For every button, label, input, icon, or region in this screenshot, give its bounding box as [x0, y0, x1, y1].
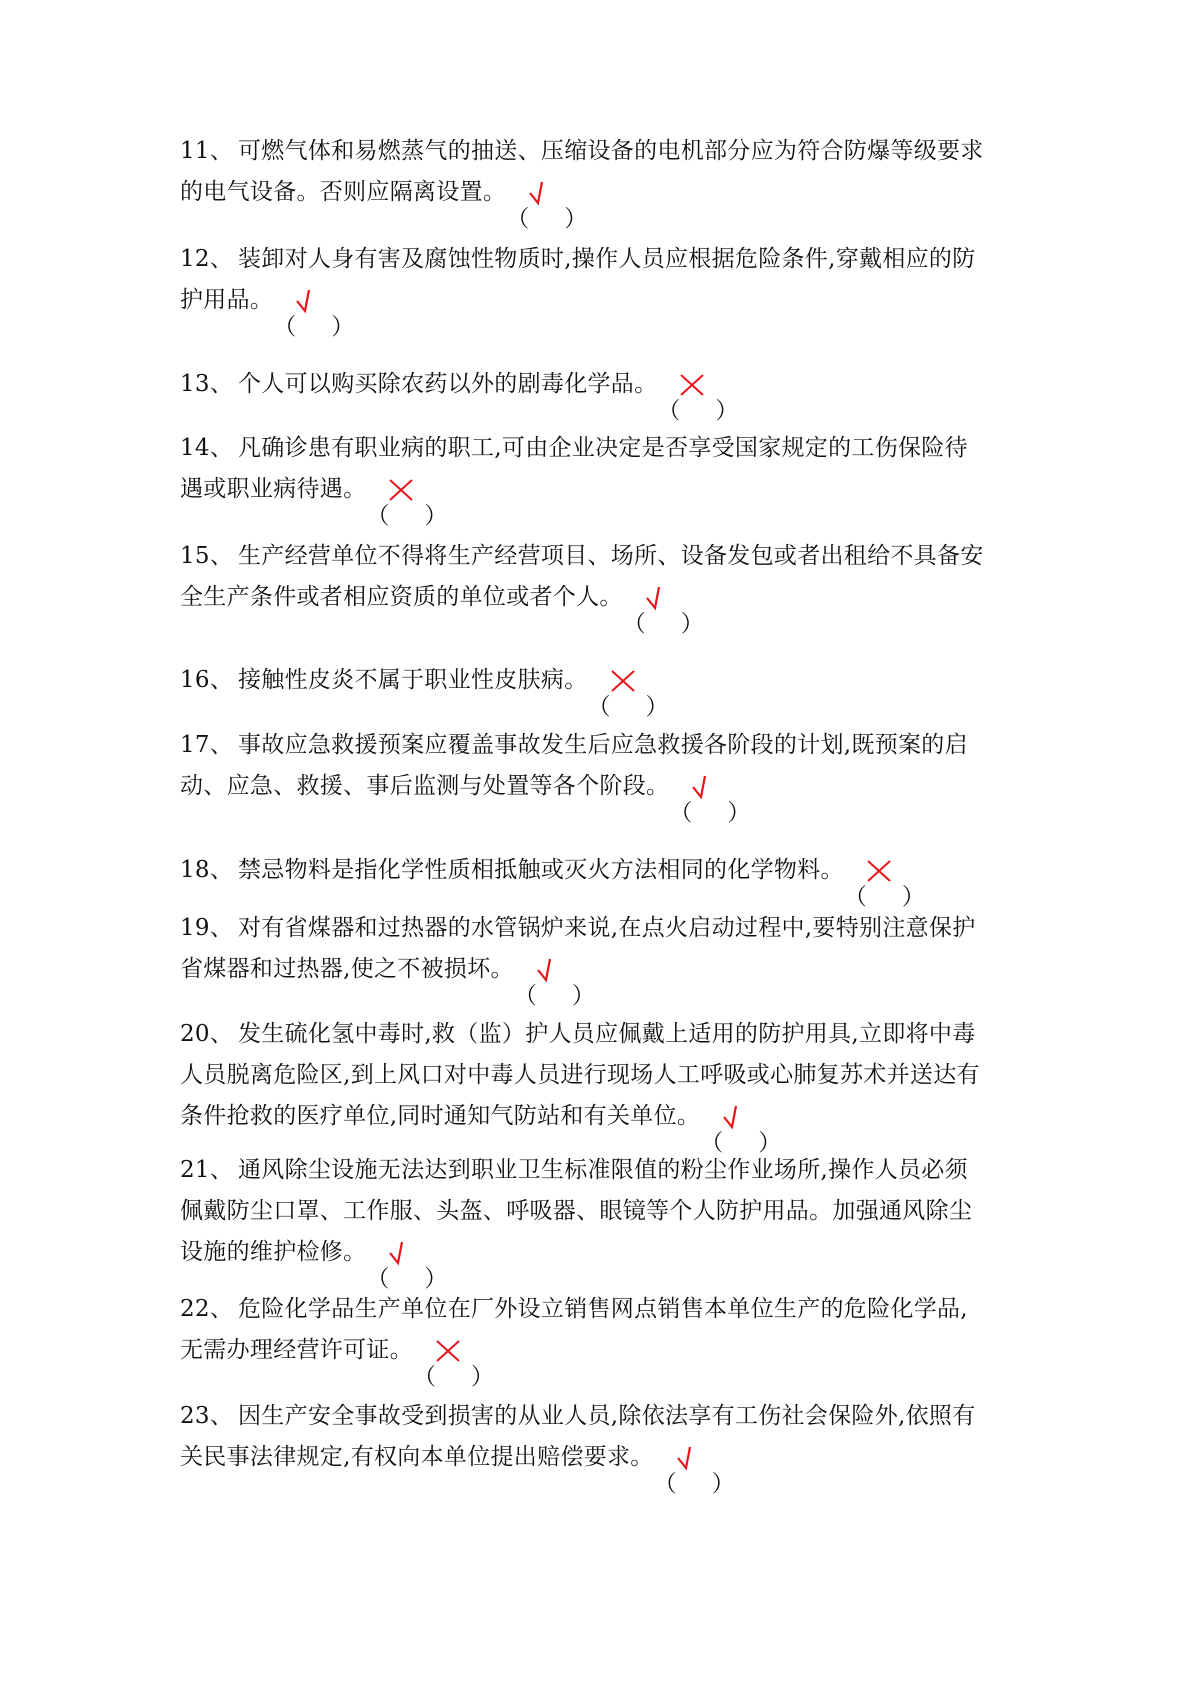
question-text: 生产经营单位不得将生产经营项目、场所、设备发包或者出租给不具备安	[238, 543, 984, 569]
cross-mark-icon	[864, 857, 894, 887]
question-text: 的电气设备。否则应隔离设置。	[180, 179, 507, 205]
question-number: 21、	[180, 1157, 234, 1183]
question-number: 18、	[180, 857, 234, 883]
question-text: 条件抢救的医疗单位,同时通知气防站和有关单位。	[180, 1103, 701, 1129]
question-text: 禁忌物料是指化学性质相抵触或灭火方法相同的化学物料。	[238, 857, 844, 883]
question-text: 接触性皮炎不属于职业性皮肤病。	[238, 667, 588, 693]
question-12: 12、 装卸对人身有害及腐蚀性物质时,操作人员应根据危险条件,穿戴相应的防 护用品。 （ ）	[180, 239, 1020, 321]
question-17: 17、 事故应急救援预案应覆盖事故发生后应急救援各阶段的计划,既预案的启 动、应急、救援、事后监测与处置等各个阶段。 （ ）	[180, 725, 1020, 807]
cross-mark-icon	[386, 476, 416, 506]
question-text: 动、应急、救援、事后监测与处置等各个阶段。	[180, 773, 670, 799]
question-number: 11、	[180, 138, 234, 164]
question-text: 事故应急救援预案应覆盖事故发生后应急救援各阶段的计划,既预案的启	[238, 732, 968, 758]
question-text: 设施的维护检修。	[180, 1239, 367, 1265]
question-11: 11、 可燃气体和易燃蒸气的抽送、压缩设备的电机部分应为符合防爆等级要求 的电气设备。否则应隔离设置。 （ ）	[180, 131, 1020, 213]
question-text: 护用品。	[180, 287, 274, 313]
question-text: 通风除尘设施无法达到职业卫生标准限值的粉尘作业场所,操作人员必须	[238, 1157, 968, 1183]
check-mark-icon	[293, 287, 323, 317]
check-mark-icon	[526, 179, 556, 209]
question-text: 对有省煤器和过热器的水管锅炉来说,在点火启动过程中,要特别注意保护	[238, 915, 976, 941]
question-text: 无需办理经营许可证。	[180, 1337, 413, 1363]
question-number: 17、	[180, 732, 234, 758]
question-text: 凡确诊患有职业病的职工,可由企业决定是否享受国家规定的工伤保险待	[238, 435, 968, 461]
question-text: 省煤器和过热器,使之不被损坏。	[180, 956, 514, 982]
cross-mark-icon	[677, 371, 707, 401]
question-number: 19、	[180, 915, 234, 941]
question-number: 22、	[180, 1296, 234, 1322]
check-mark-icon	[534, 956, 564, 986]
question-text: 关民事法律规定,有权向本单位提出赔偿要求。	[180, 1444, 654, 1470]
question-15: 15、 生产经营单位不得将生产经营项目、场所、设备发包或者出租给不具备安 全生产条件或者相应资质的单位或者个人。 （ ）	[180, 536, 1020, 618]
question-16: 16、 接触性皮炎不属于职业性皮肤病。 （ ）	[180, 660, 1020, 701]
question-19: 19、 对有省煤器和过热器的水管锅炉来说,在点火启动过程中,要特别注意保护 省煤器和过热器,使之不被损坏。 （ ）	[180, 908, 1020, 990]
question-text: 因生产安全事故受到损害的从业人员,除依法享有工伤社会保险外,依照有	[238, 1403, 976, 1429]
question-23: 23、 因生产安全事故受到损害的从业人员,除依法享有工伤社会保险外,依照有 关民事法律规定,有权向本单位提出赔偿要求。 （ ）	[180, 1396, 1020, 1478]
question-13: 13、 个人可以购买除农药以外的剧毒化学品。 （ ）	[180, 364, 1020, 405]
check-mark-icon	[689, 773, 719, 803]
question-number: 15、	[180, 543, 234, 569]
question-text: 装卸对人身有害及腐蚀性物质时,操作人员应根据危险条件,穿戴相应的防	[238, 246, 976, 272]
question-number: 13、	[180, 371, 234, 397]
question-20: 20、 发生硫化氢中毒时,救（监）护人员应佩戴上适用的防护用具,立即将中毒 人员脱离危险区,到上风口对中毒人员进行现场人工呼吸或心肺复苏术并送达有 条件抢救的医疗单位,同时通知气防站和有关单位。 （ ）	[180, 1014, 1020, 1137]
question-22: 22、 危险化学品生产单位在厂外设立销售网点销售本单位生产的危险化学品, 无需办理经营许可证。 （ ）	[180, 1289, 1020, 1371]
cross-mark-icon	[608, 667, 638, 697]
cross-mark-icon	[433, 1337, 463, 1367]
check-mark-icon	[720, 1103, 750, 1133]
check-mark-icon	[674, 1444, 704, 1474]
question-18: 18、 禁忌物料是指化学性质相抵触或灭火方法相同的化学物料。 （ ）	[180, 850, 1020, 891]
question-text: 人员脱离危险区,到上风口对中毒人员进行现场人工呼吸或心肺复苏术并送达有	[180, 1062, 980, 1088]
question-text: 可燃气体和易燃蒸气的抽送、压缩设备的电机部分应为符合防爆等级要求	[238, 138, 984, 164]
question-21: 21、 通风除尘设施无法达到职业卫生标准限值的粉尘作业场所,操作人员必须 佩戴防尘口罩、工作服、头盔、呼吸器、眼镜等个人防护用品。加强通风除尘 设施的维护检修。 （ ）	[180, 1150, 1020, 1273]
question-text: 遇或职业病待遇。	[180, 476, 367, 502]
question-number: 16、	[180, 667, 234, 693]
question-text: 危险化学品生产单位在厂外设立销售网点销售本单位生产的危险化学品,	[238, 1296, 968, 1322]
check-mark-icon	[643, 584, 673, 614]
question-number: 12、	[180, 246, 234, 272]
question-text: 个人可以购买除农药以外的剧毒化学品。	[238, 371, 658, 397]
question-number: 23、	[180, 1403, 234, 1429]
question-text: 全生产条件或者相应资质的单位或者个人。	[180, 584, 623, 610]
question-number: 14、	[180, 435, 234, 461]
question-number: 20、	[180, 1021, 234, 1047]
question-14: 14、 凡确诊患有职业病的职工,可由企业决定是否享受国家规定的工伤保险待 遇或职业病待遇。 （ ）	[180, 428, 1020, 510]
question-text: 佩戴防尘口罩、工作服、头盔、呼吸器、眼镜等个人防护用品。加强通风除尘	[180, 1198, 973, 1224]
question-text: 发生硫化氢中毒时,救（监）护人员应佩戴上适用的防护用具,立即将中毒	[238, 1021, 976, 1047]
check-mark-icon	[386, 1239, 416, 1269]
